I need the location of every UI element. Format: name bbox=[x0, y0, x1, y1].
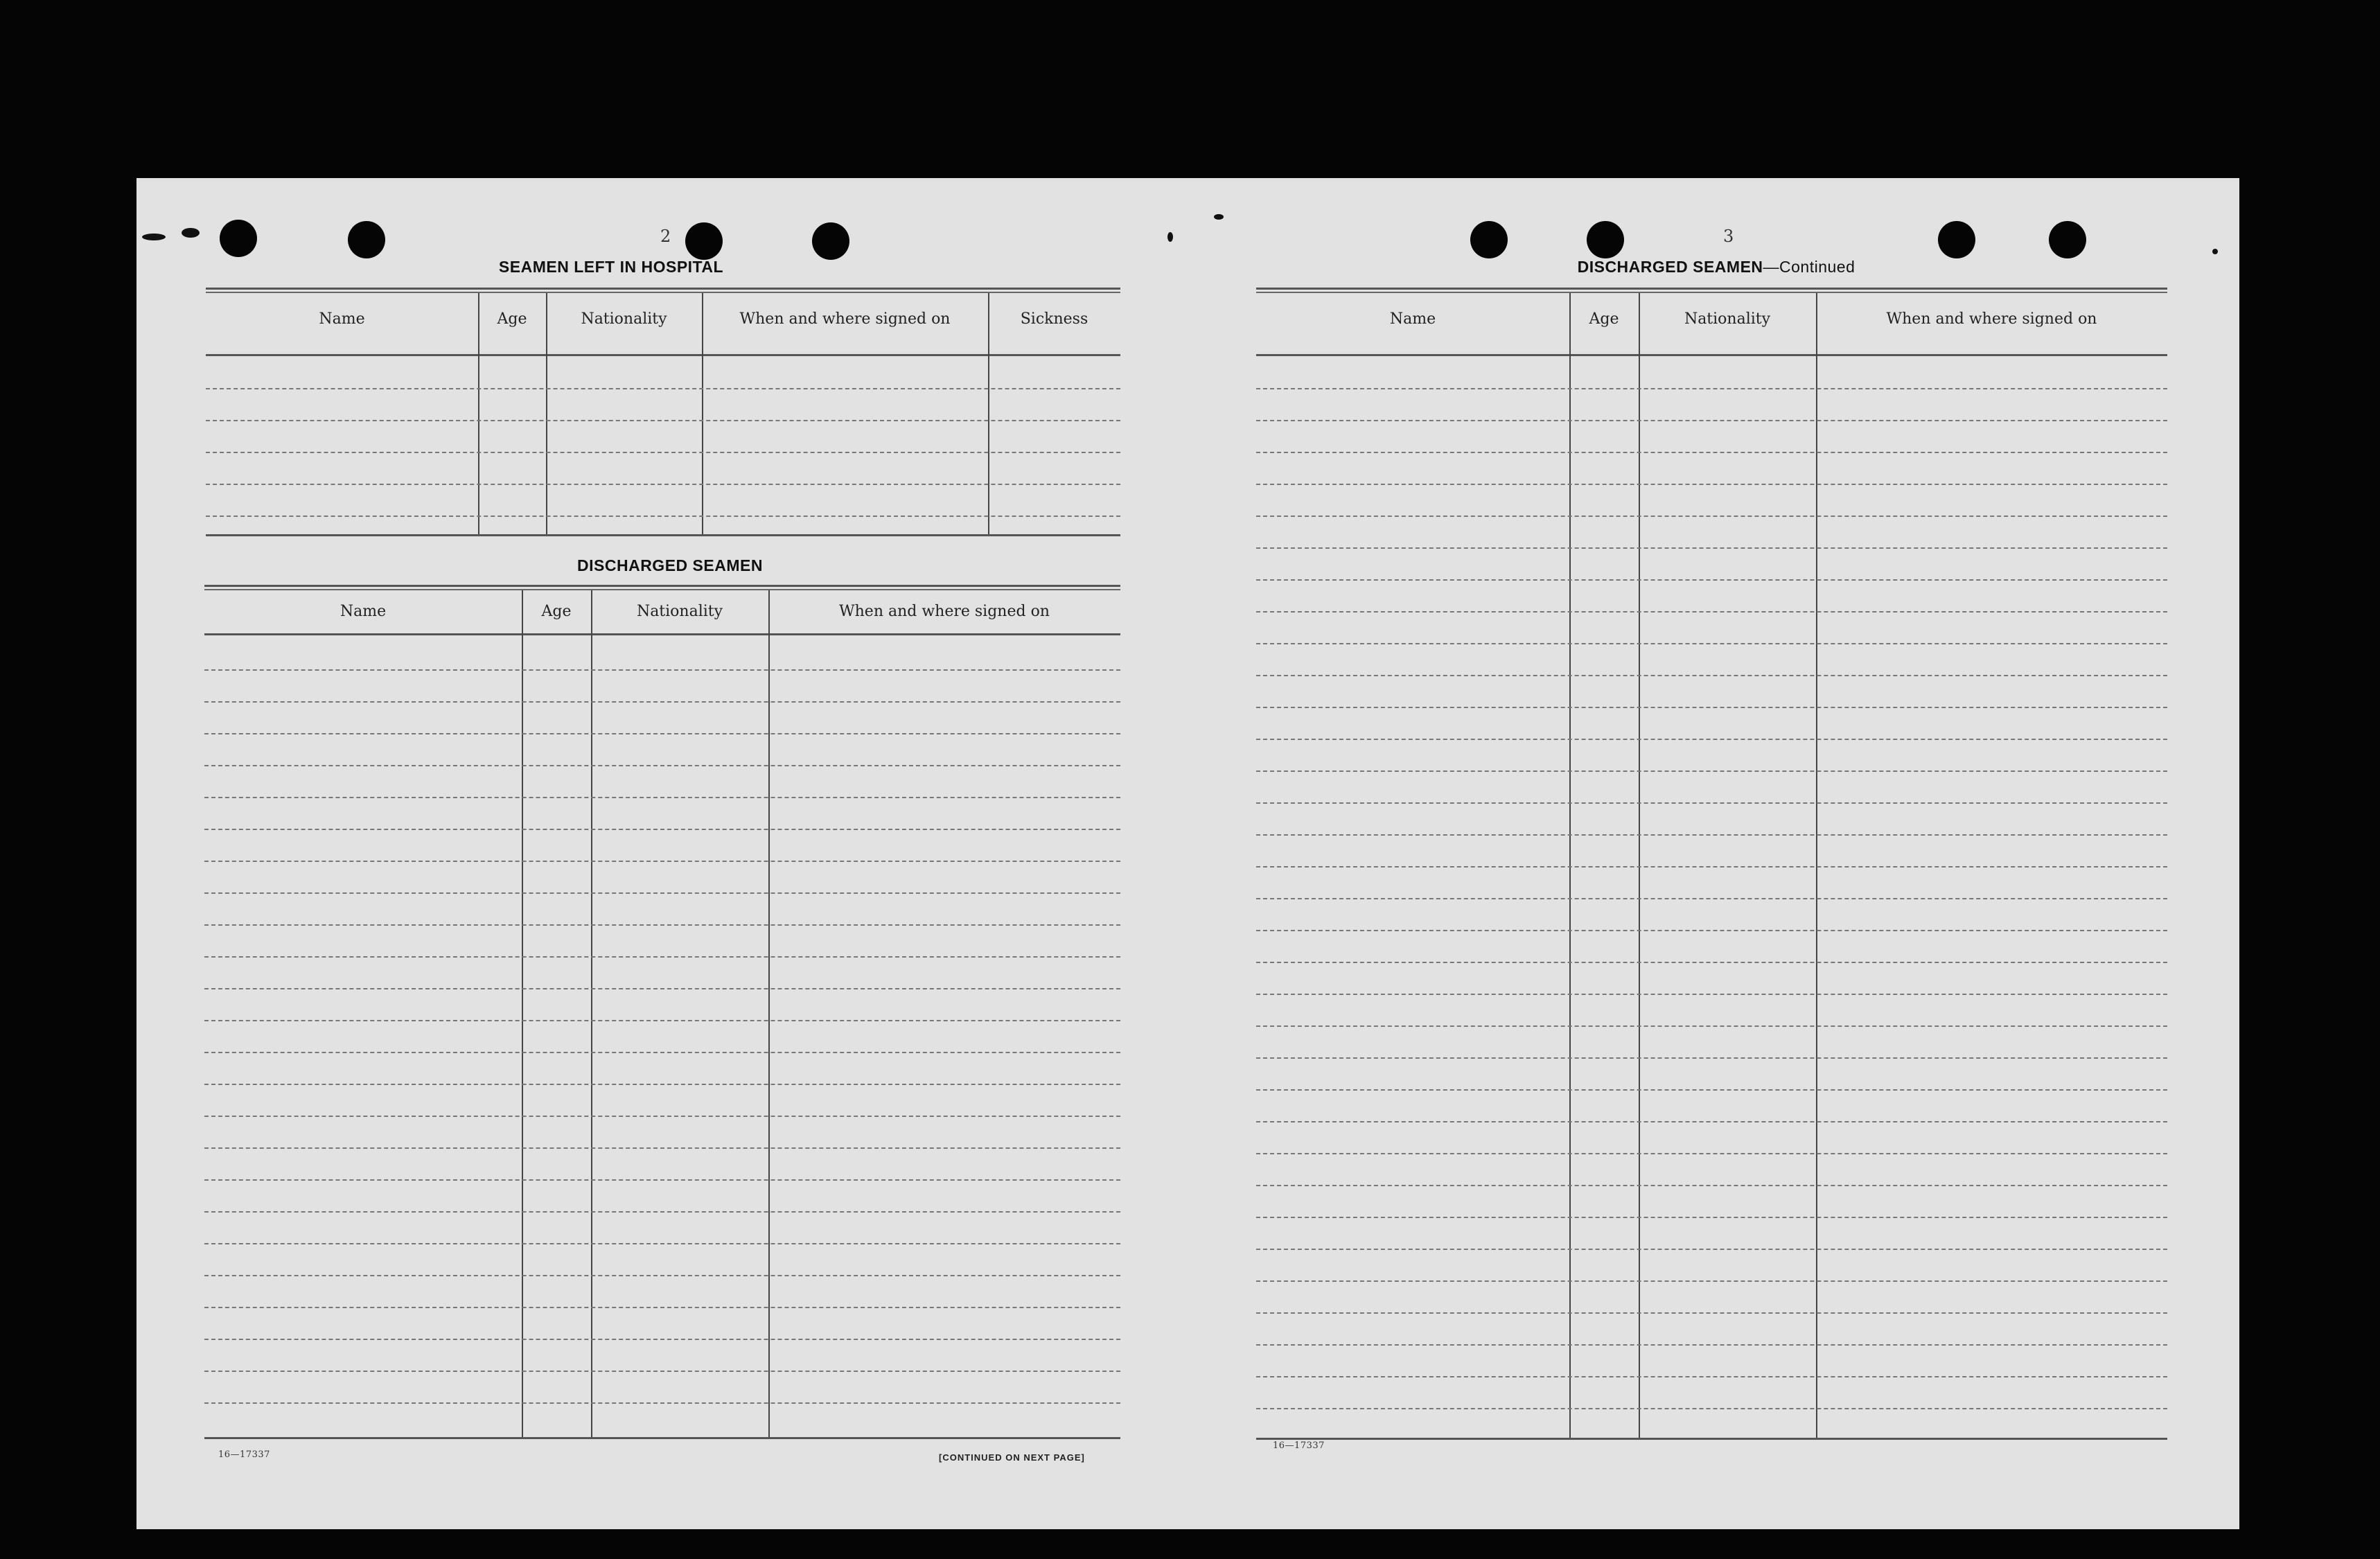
table-row bbox=[1256, 1025, 2167, 1027]
column-header-signed-on: When and where signed on bbox=[739, 310, 951, 328]
table-row bbox=[1256, 866, 2167, 867]
table-row bbox=[204, 1179, 1120, 1181]
table-row bbox=[204, 956, 1120, 958]
table-row bbox=[204, 1084, 1120, 1085]
table-row bbox=[1256, 1057, 2167, 1059]
table-row bbox=[1256, 1089, 2167, 1091]
scan-mark bbox=[182, 228, 200, 238]
column-header-signed-on: When and where signed on bbox=[1886, 310, 2097, 328]
table-row bbox=[206, 420, 1120, 421]
table-row bbox=[204, 988, 1120, 989]
table-row bbox=[204, 797, 1120, 798]
table-row bbox=[1256, 1249, 2167, 1250]
table-row bbox=[1256, 1217, 2167, 1218]
table-row bbox=[1256, 643, 2167, 644]
column-header-age: Age bbox=[1589, 310, 1619, 328]
table-row bbox=[1256, 994, 2167, 995]
table-row bbox=[206, 516, 1120, 517]
discharged-table-left bbox=[204, 585, 1120, 1444]
table-row bbox=[1256, 1376, 2167, 1377]
table-row bbox=[204, 1116, 1120, 1117]
table-row bbox=[1256, 1121, 2167, 1122]
column-divider bbox=[546, 293, 547, 536]
table-row bbox=[204, 1020, 1120, 1021]
table-row bbox=[1256, 898, 2167, 899]
column-divider bbox=[591, 590, 592, 1439]
column-header-nationality: Nationality bbox=[581, 310, 667, 328]
table-row bbox=[204, 1371, 1120, 1372]
table-row bbox=[206, 452, 1120, 453]
form-sheet bbox=[136, 178, 2239, 1529]
table-row bbox=[204, 1052, 1120, 1053]
punch-hole bbox=[2049, 221, 2086, 258]
section-title-suffix: —Continued bbox=[1763, 258, 1855, 276]
table-row bbox=[204, 892, 1120, 894]
scan-mark bbox=[1167, 232, 1173, 242]
scan-mark bbox=[142, 234, 166, 240]
table-row bbox=[204, 1402, 1120, 1404]
page-number-right: 3 bbox=[1723, 227, 1734, 246]
hospital-table bbox=[206, 288, 1120, 579]
hospital-section-title: SEAMEN LEFT IN HOSPITAL bbox=[498, 258, 724, 276]
page-number-left: 2 bbox=[660, 227, 671, 246]
table-row bbox=[1256, 420, 2167, 421]
form-code-left: 16—17337 bbox=[218, 1450, 270, 1460]
table-row bbox=[1256, 1280, 2167, 1282]
table-row bbox=[1256, 962, 2167, 963]
table-row bbox=[1256, 388, 2167, 389]
table-row bbox=[204, 1243, 1120, 1244]
column-header-sickness: Sickness bbox=[1020, 310, 1088, 328]
punch-hole bbox=[812, 222, 849, 260]
table-row bbox=[204, 1147, 1120, 1149]
table-row bbox=[204, 733, 1120, 734]
column-header-signed-on: When and where signed on bbox=[839, 602, 1050, 620]
table-row bbox=[1256, 1153, 2167, 1154]
scan-mark bbox=[2212, 249, 2218, 254]
punch-hole bbox=[220, 220, 257, 257]
table-row bbox=[1256, 1312, 2167, 1314]
discharged-section-title: DISCHARGED SEAMEN bbox=[577, 556, 763, 574]
table-row bbox=[1256, 1185, 2167, 1186]
column-header-nationality: Nationality bbox=[1684, 310, 1771, 328]
table-row bbox=[1256, 579, 2167, 581]
table-row bbox=[206, 388, 1120, 389]
section-title-main: DISCHARGED SEAMEN bbox=[1577, 258, 1763, 276]
table-row bbox=[1256, 611, 2167, 613]
column-header-name: Name bbox=[319, 310, 365, 328]
table-row bbox=[204, 669, 1120, 671]
form-code-right: 16—17337 bbox=[1273, 1441, 1325, 1451]
table-row bbox=[204, 701, 1120, 703]
table-row bbox=[1256, 547, 2167, 549]
punch-hole bbox=[685, 222, 723, 260]
table-row bbox=[204, 861, 1120, 862]
punch-hole bbox=[1587, 221, 1624, 258]
column-header-name: Name bbox=[1389, 310, 1436, 328]
column-header-name: Name bbox=[340, 602, 387, 620]
table-row bbox=[206, 484, 1120, 485]
column-divider bbox=[702, 293, 703, 536]
punch-hole bbox=[1470, 221, 1508, 258]
column-divider bbox=[522, 590, 523, 1439]
table-row bbox=[1256, 707, 2167, 708]
continued-note: [CONTINUED ON NEXT PAGE] bbox=[939, 1452, 1085, 1463]
table-row bbox=[204, 1211, 1120, 1213]
table-row bbox=[1256, 1344, 2167, 1346]
column-header-nationality: Nationality bbox=[636, 602, 723, 620]
table-row bbox=[204, 1275, 1120, 1276]
column-divider bbox=[768, 590, 770, 1439]
table-row bbox=[1256, 452, 2167, 453]
column-header-age: Age bbox=[497, 310, 527, 328]
table-row bbox=[1256, 739, 2167, 740]
table-row bbox=[1256, 1408, 2167, 1409]
discharged-table-right bbox=[1256, 288, 2167, 1452]
punch-hole bbox=[348, 221, 385, 258]
table-row bbox=[1256, 516, 2167, 517]
table-row bbox=[1256, 834, 2167, 836]
table-row bbox=[1256, 802, 2167, 804]
scan-mark bbox=[1214, 214, 1224, 220]
table-row bbox=[204, 1339, 1120, 1340]
table-row bbox=[1256, 770, 2167, 772]
table-row bbox=[204, 1307, 1120, 1308]
table-row bbox=[1256, 675, 2167, 676]
table-row bbox=[204, 829, 1120, 830]
column-divider bbox=[478, 293, 479, 536]
table-row bbox=[204, 924, 1120, 926]
column-divider bbox=[988, 293, 989, 536]
table-row bbox=[1256, 484, 2167, 485]
discharged-continued-title bbox=[1571, 258, 1862, 276]
punch-hole bbox=[1938, 221, 1975, 258]
table-row bbox=[204, 765, 1120, 766]
table-row bbox=[1256, 930, 2167, 931]
column-header-age: Age bbox=[541, 602, 572, 620]
